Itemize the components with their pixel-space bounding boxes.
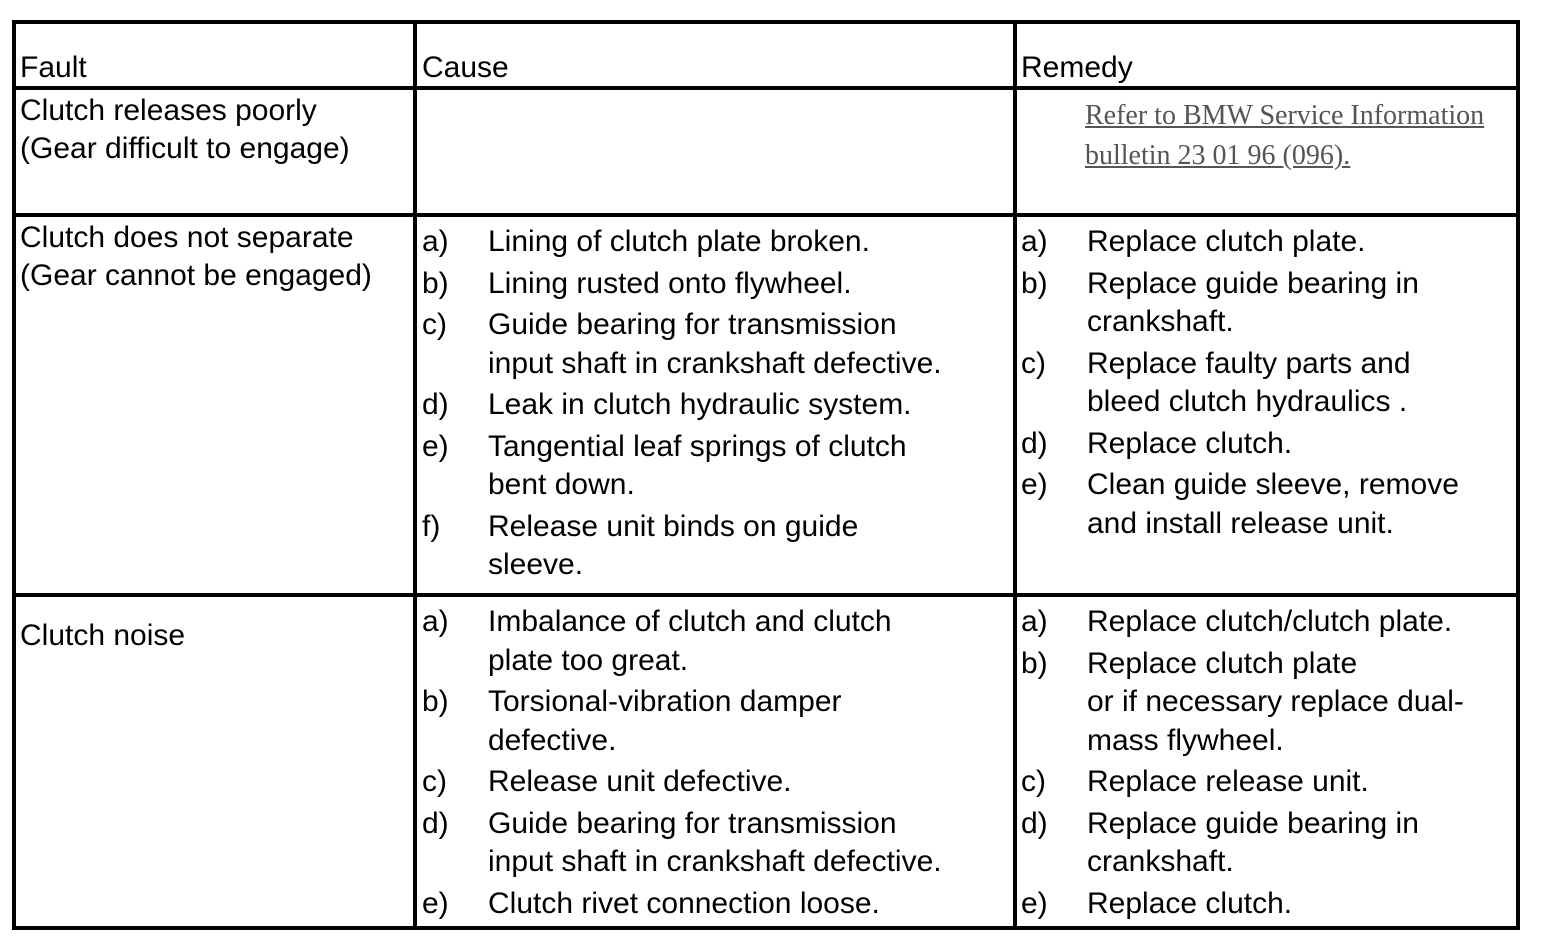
- remedy-cell: [1017, 217, 1516, 593]
- cause-cell: [417, 217, 1017, 593]
- remedy-cell: [1017, 90, 1516, 213]
- list-item: [422, 603, 1013, 680]
- item-text: Replace clutch plate or if necessary replace dual- mass flywheel.: [1087, 646, 1464, 757]
- item-text: Leak in clutch hydraulic system.: [488, 388, 912, 421]
- item-text: Replace release unit.: [1087, 765, 1369, 798]
- list-item: [1021, 265, 1516, 342]
- header-cause: Cause: [417, 24, 1017, 86]
- header-fault: Fault: [16, 24, 417, 86]
- list-item: [422, 683, 1013, 760]
- item-text: Torsional-vibration damper defective.: [488, 685, 842, 757]
- item-text: Replace guide bearing in crankshaft.: [1087, 806, 1419, 878]
- fault-cell: [16, 597, 417, 930]
- list-item: [422, 508, 1013, 585]
- item-label: e): [422, 886, 449, 920]
- item-label: e): [1021, 886, 1048, 920]
- item-label: d): [1021, 426, 1048, 460]
- list-item: [1021, 223, 1516, 262]
- item-text: Guide bearing for transmission input shaft in crankshaft defective.: [488, 806, 942, 878]
- item-label: b): [1021, 266, 1048, 300]
- item-text: Clean guide sleeve, remove and install release unit.: [1087, 468, 1459, 540]
- item-text: Lining of clutch plate broken.: [488, 225, 870, 258]
- item-text: Clutch rivet connection loose.: [488, 886, 880, 920]
- list-item: [1021, 603, 1516, 642]
- list-item: [422, 885, 1013, 924]
- table-header-row: [16, 24, 1516, 90]
- item-text: Lining rusted onto flywheel.: [488, 266, 852, 300]
- item-text: Replace guide bearing in crankshaft.: [1087, 266, 1419, 338]
- cause-list: [422, 597, 1013, 923]
- list-item: [422, 428, 1013, 505]
- item-label: e): [422, 429, 449, 463]
- item-label: a): [422, 225, 449, 258]
- fault-text: Clutch does not separate (Gear cannot be engaged): [20, 221, 372, 292]
- fault-cell: [16, 90, 417, 213]
- item-label: a): [1021, 605, 1048, 638]
- item-label: f): [422, 509, 441, 543]
- remedy-list: [1021, 217, 1516, 543]
- cause-cell: [417, 597, 1017, 930]
- service-bulletin-link[interactable]: Refer to BMW Service Information bulletin 23 01 96 (096).: [1085, 100, 1485, 171]
- remedy-cell: [1017, 597, 1516, 930]
- table-row: [16, 90, 1516, 217]
- list-item: [422, 763, 1013, 802]
- table-row: [16, 217, 1516, 597]
- item-text: Replace faulty parts and bleed clutch hydraulics .: [1087, 346, 1411, 418]
- item-text: Guide bearing for transmission input shaft in crankshaft defective.: [488, 308, 942, 380]
- item-label: b): [422, 266, 449, 300]
- list-item: [1021, 466, 1516, 543]
- list-item: [422, 306, 1013, 383]
- list-item: [1021, 345, 1516, 422]
- item-text: Imbalance of clutch and clutch plate too great.: [488, 605, 892, 677]
- list-item: [422, 223, 1013, 262]
- item-label: d): [1021, 806, 1048, 840]
- list-item: [1021, 805, 1516, 882]
- item-label: c): [422, 308, 447, 341]
- list-item: [1021, 425, 1516, 464]
- list-item: [422, 386, 1013, 425]
- list-item: [1021, 763, 1516, 802]
- list-item: [1021, 885, 1516, 924]
- item-text: Replace clutch.: [1087, 426, 1293, 460]
- header-remedy: Remedy: [1021, 51, 1133, 84]
- item-label: e): [1021, 468, 1048, 501]
- item-label: d): [422, 806, 449, 840]
- item-label: a): [1021, 225, 1048, 258]
- item-text: Release unit defective.: [488, 765, 792, 798]
- item-text: Replace clutch.: [1087, 886, 1293, 920]
- item-label: c): [422, 765, 447, 798]
- fault-text: Clutch noise: [20, 619, 186, 652]
- table-row: [16, 597, 1516, 930]
- item-label: c): [1021, 346, 1046, 380]
- remedy-list: [1021, 597, 1516, 923]
- item-label: c): [1021, 765, 1046, 798]
- item-text: Replace clutch plate.: [1087, 225, 1366, 258]
- cause-list: [422, 217, 1013, 585]
- fault-text: Clutch releases poorly (Gear difficult to engage): [20, 94, 350, 165]
- item-text: Replace clutch/clutch plate.: [1087, 605, 1453, 638]
- item-text: Tangential leaf springs of clutch bent down.: [488, 429, 907, 501]
- item-label: b): [422, 685, 449, 718]
- list-item: [422, 265, 1013, 304]
- cause-cell: [417, 90, 1017, 213]
- list-item: [422, 805, 1013, 882]
- item-label: b): [1021, 646, 1048, 680]
- item-label: d): [422, 388, 449, 421]
- item-label: a): [422, 605, 449, 638]
- fault-table: [12, 20, 1520, 930]
- fault-cell: [16, 217, 417, 593]
- list-item: [1021, 645, 1516, 761]
- item-text: Release unit binds on guide sleeve.: [488, 509, 859, 581]
